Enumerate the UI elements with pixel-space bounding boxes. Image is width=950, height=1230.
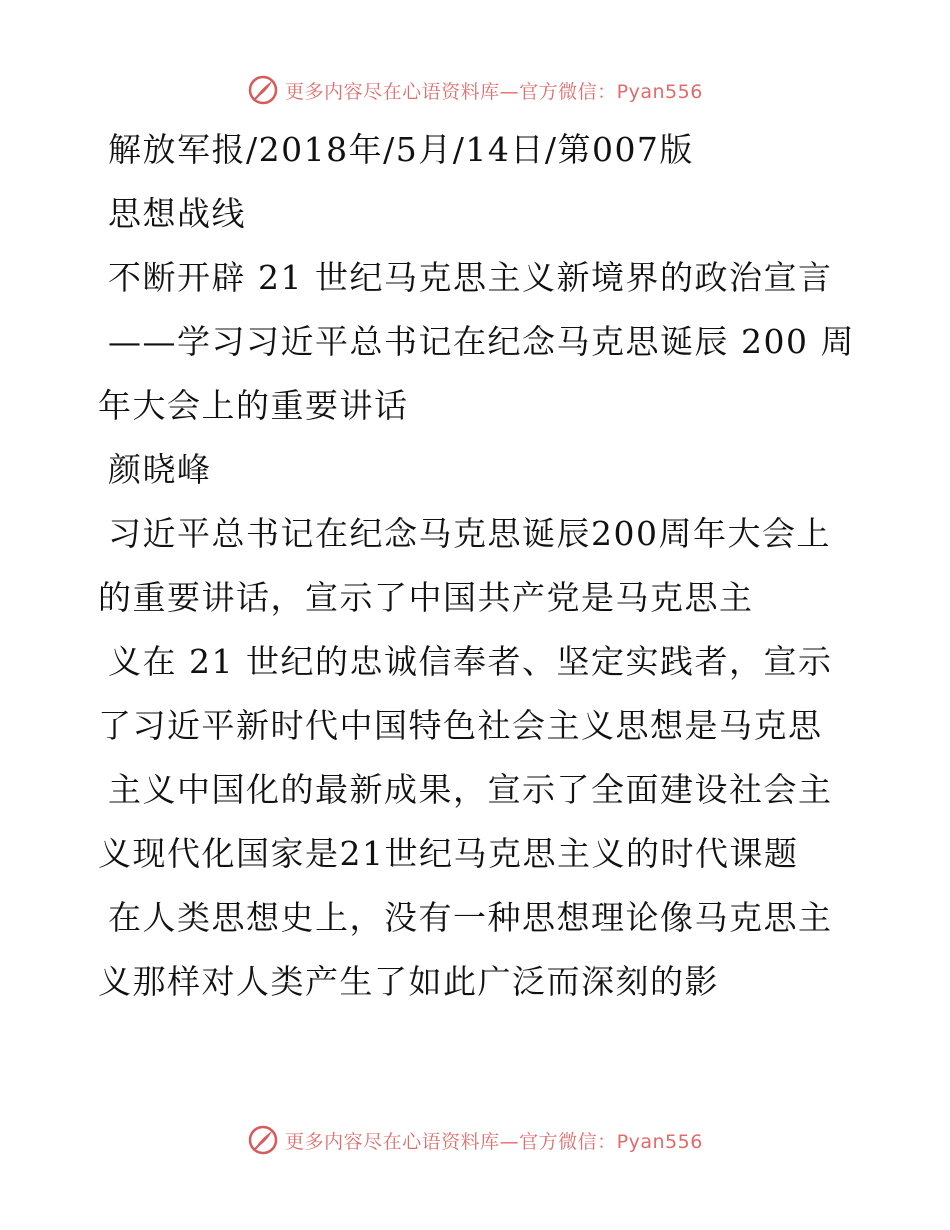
watermark-inner-bottom [247,1124,703,1156]
article-subtitle-line-1: ——学习习近平总书记在纪念马克思诞辰 200 周 [108,322,855,361]
author-name: 颜晓峰 [108,450,212,489]
body-line: 主义中国化的最新成果，宣示了全面建设社会主 [108,770,833,809]
article-subtitle-line-2: 年大会上的重要讲话 [98,386,409,425]
feather-quill-seal-icon [247,1124,279,1156]
body-line: 义现代化国家是21世纪马克思主义的时代课题 [98,834,799,873]
body-line: 义在 21 世纪的忠诚信奉者、坚定实践者，宣示 [108,642,833,681]
document-body [98,118,858,1014]
watermark-banner-bottom [0,1120,950,1160]
watermark-inner-top [247,74,703,106]
body-line: 在人类思想史上，没有一种思想理论像马克思主 [108,898,833,937]
section-label: 思想战线 [108,194,246,233]
watermark-text: 更多内容尽在心语资料库—官方微信：Pyan556 [285,80,703,103]
feather-quill-seal-icon [247,74,279,106]
watermark-text: 更多内容尽在心语资料库—官方微信：Pyan556 [285,1130,703,1153]
body-line: 的重要讲话，宣示了中国共产党是马克思主 [98,578,754,617]
body-line: 习近平总书记在纪念马克思诞辰200周年大会上 [108,514,831,553]
article-title: 不断开辟 21 世纪马克思主义新境界的政治宣言 [108,258,833,297]
source-line: 解放军报/2018年/5月/14日/第007版 [108,130,694,169]
body-line: 义那样对人类产生了如此广泛而深刻的影 [98,962,719,1001]
body-line: 了习近平新时代中国特色社会主义思想是马克思 [98,706,823,745]
watermark-banner-top [0,70,950,110]
